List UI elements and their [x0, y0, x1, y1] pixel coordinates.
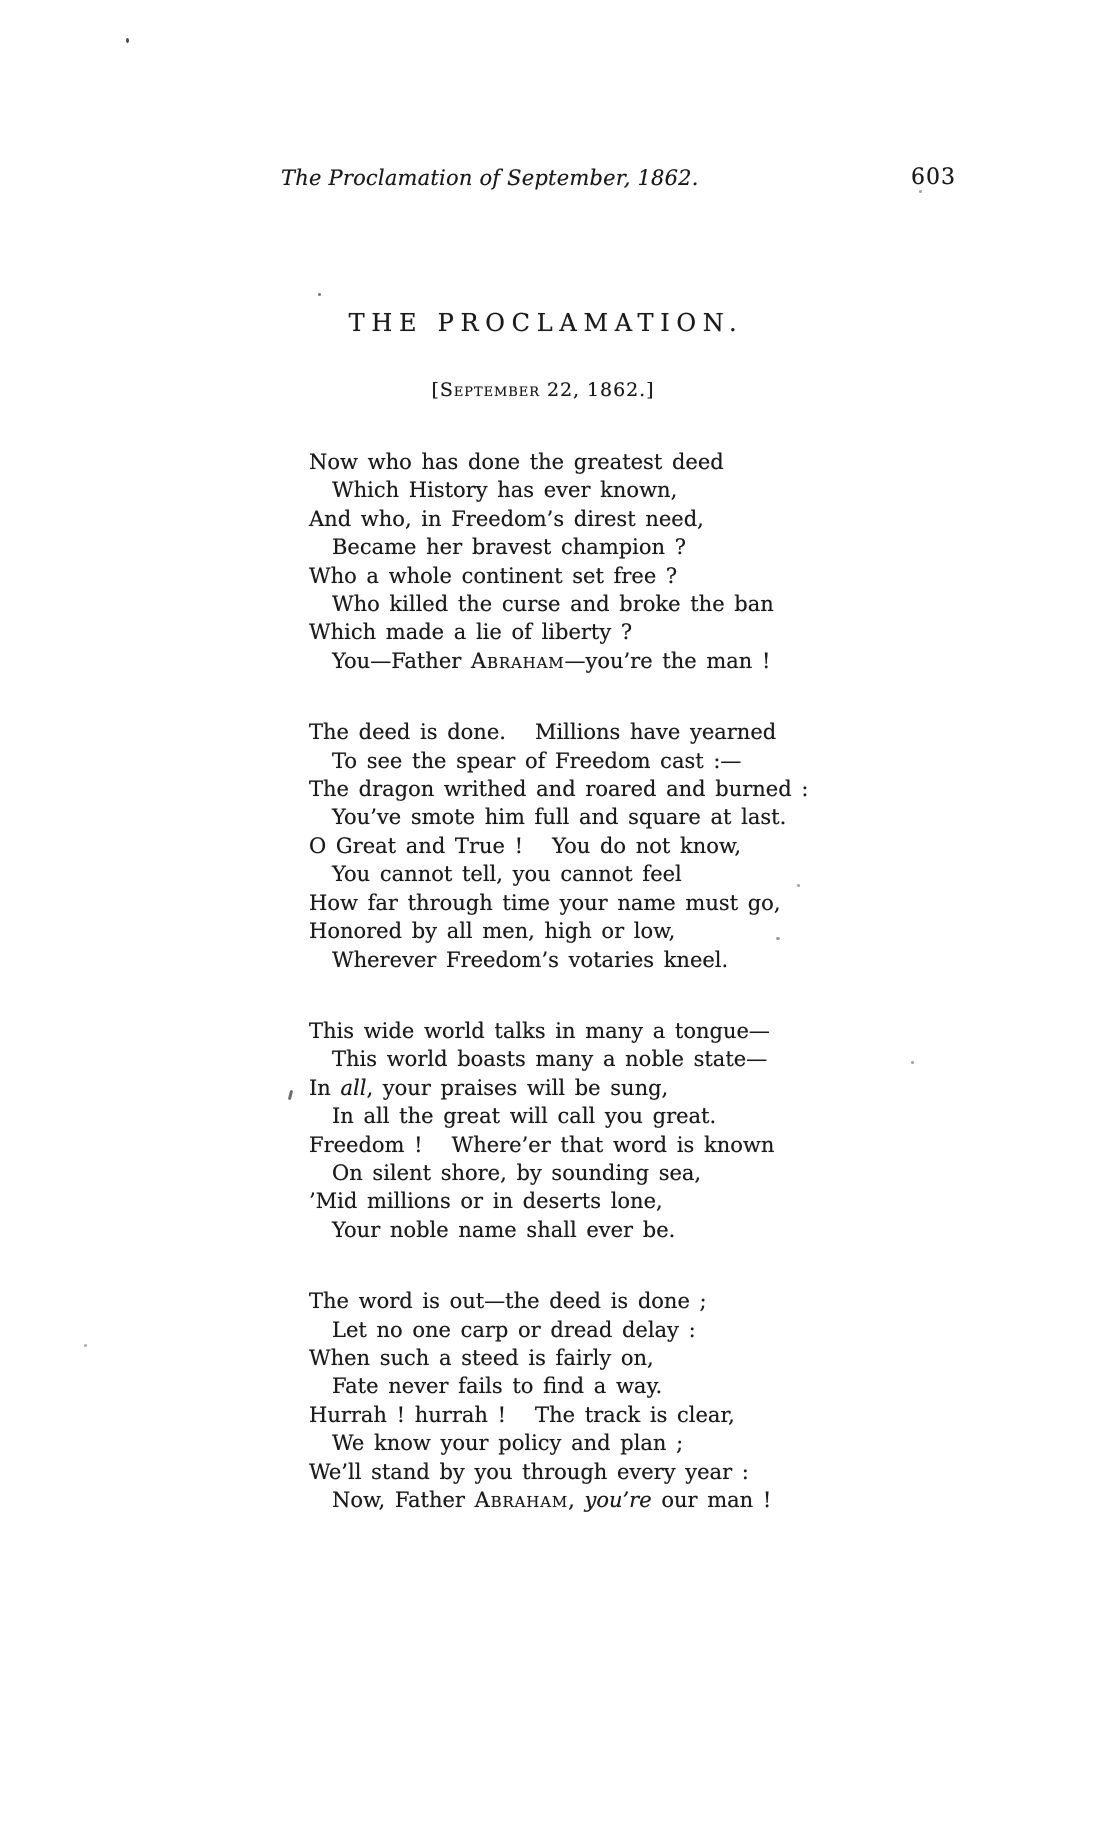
scan-speck [288, 1090, 293, 1100]
stanza [309, 1287, 808, 1514]
text-segment: Who killed the curse and broke the ban [332, 592, 774, 617]
text-segment: This wide world talks in many a tongue— [309, 1018, 770, 1043]
poem-line [309, 1401, 808, 1429]
text-segment: , your praises will be sung, [366, 1075, 669, 1100]
text-segment: , [568, 1488, 585, 1512]
poem-line [309, 1486, 808, 1514]
poem-line [309, 562, 808, 590]
text-segment: The word is out—the deed is done ; [309, 1289, 707, 1314]
poem-line [309, 917, 808, 945]
text-segment: To see the spear of Freedom cast :— [332, 748, 742, 773]
running-header-title: The Proclamation of September, 1862. [281, 166, 699, 190]
text-segment: You cannot tell, you cannot feel [332, 862, 682, 887]
text-segment: ’Mid millions or in deserts lone, [309, 1189, 663, 1214]
poem [309, 448, 808, 1557]
poem-line [309, 618, 808, 646]
poem-line [309, 1287, 808, 1315]
text-segment: Now, Father [332, 1488, 475, 1512]
poem-line [309, 1102, 808, 1130]
text-segment: all [340, 1075, 367, 1100]
text-segment: Became her bravest champion ? [332, 535, 686, 560]
text-segment: We know your policy and plan ; [332, 1431, 684, 1456]
text-segment: Now who has done the greatest deed [309, 450, 724, 474]
poem-line [309, 747, 808, 775]
text-segment: The deed is done. Millions have yearned [309, 720, 777, 745]
poem-line [309, 1187, 808, 1215]
text-segment: Which History has ever known, [332, 478, 678, 503]
text-segment: This world boasts many a noble state— [332, 1047, 768, 1072]
poem-line [309, 1344, 808, 1372]
text-segment: The dragon writhed and roared and burned : [309, 777, 809, 802]
stanza [309, 718, 808, 974]
scan-speck [318, 293, 321, 296]
text-segment: Who a whole continent set free ? [309, 563, 678, 588]
text-segment: Abraham [474, 1488, 569, 1512]
text-segment: Freedom ! Where’er that word is known [309, 1132, 775, 1157]
poem-title: THE PROCLAMATION. [348, 309, 744, 337]
poem-line [309, 775, 808, 803]
text-segment: Abraham [470, 648, 565, 673]
text-segment: —you’re the man ! [564, 648, 771, 673]
text-segment: Your noble name shall ever be. [332, 1217, 676, 1242]
poem-line [309, 860, 808, 888]
stanza [309, 1017, 808, 1244]
poem-line [309, 476, 808, 504]
text-segment: Which made a lie of liberty ? [309, 620, 633, 645]
scan-speck [84, 1344, 87, 1347]
poem-line [309, 832, 808, 860]
text-segment: You’ve smote him full and square at last. [332, 805, 787, 830]
poem-line [309, 1131, 808, 1159]
poem-dateline: [September 22, 1862.] [431, 379, 655, 401]
poem-line [309, 1074, 808, 1102]
text-segment: And who, in Freedom’s direst need, [309, 506, 704, 531]
poem-line [309, 448, 808, 476]
poem-line [309, 1316, 808, 1344]
poem-line [309, 803, 808, 831]
text-segment: Fate never fails to find a way. [332, 1374, 663, 1399]
text-segment: Let no one carp or dread delay : [332, 1317, 696, 1342]
poem-line [309, 647, 808, 675]
poem-line [309, 1045, 808, 1073]
poem-line [309, 946, 808, 974]
scan-speck [797, 884, 800, 887]
text-segment: you’re [584, 1488, 652, 1512]
poem-line [309, 718, 808, 746]
text-segment: In all the great will call you great. [332, 1104, 717, 1129]
text-segment: O Great and True ! You do not know, [309, 833, 742, 858]
text-segment: In [309, 1075, 341, 1100]
page-number: 603 [911, 165, 956, 190]
text-segment: You—Father [332, 648, 471, 673]
poem-line [309, 1017, 808, 1045]
scan-speck [911, 1061, 914, 1064]
text-segment: Hurrah ! hurrah ! The track is clear, [309, 1402, 735, 1427]
poem-line [309, 1429, 808, 1457]
poem-line [309, 889, 808, 917]
poem-line [309, 533, 808, 561]
text-segment: Honored by all men, high or low, [309, 919, 676, 944]
text-segment: our man ! [651, 1488, 772, 1512]
text-segment: Wherever Freedom’s votaries kneel. [332, 947, 729, 972]
scan-speck [776, 937, 780, 940]
poem-line [309, 1372, 808, 1400]
poem-line [309, 1159, 808, 1187]
text-segment: On silent shore, by sounding sea, [332, 1160, 702, 1185]
text-segment: How far through time your name must go, [309, 890, 781, 915]
poem-line [309, 1458, 808, 1486]
poem-line [309, 1216, 808, 1244]
text-segment: When such a steed is fairly on, [309, 1345, 654, 1370]
text-segment: We’ll stand by you through every year : [309, 1459, 749, 1484]
stanza [309, 448, 808, 675]
poem-line [309, 590, 808, 618]
scan-speck [126, 38, 129, 43]
scan-speck [919, 190, 922, 193]
poem-line [309, 505, 808, 533]
